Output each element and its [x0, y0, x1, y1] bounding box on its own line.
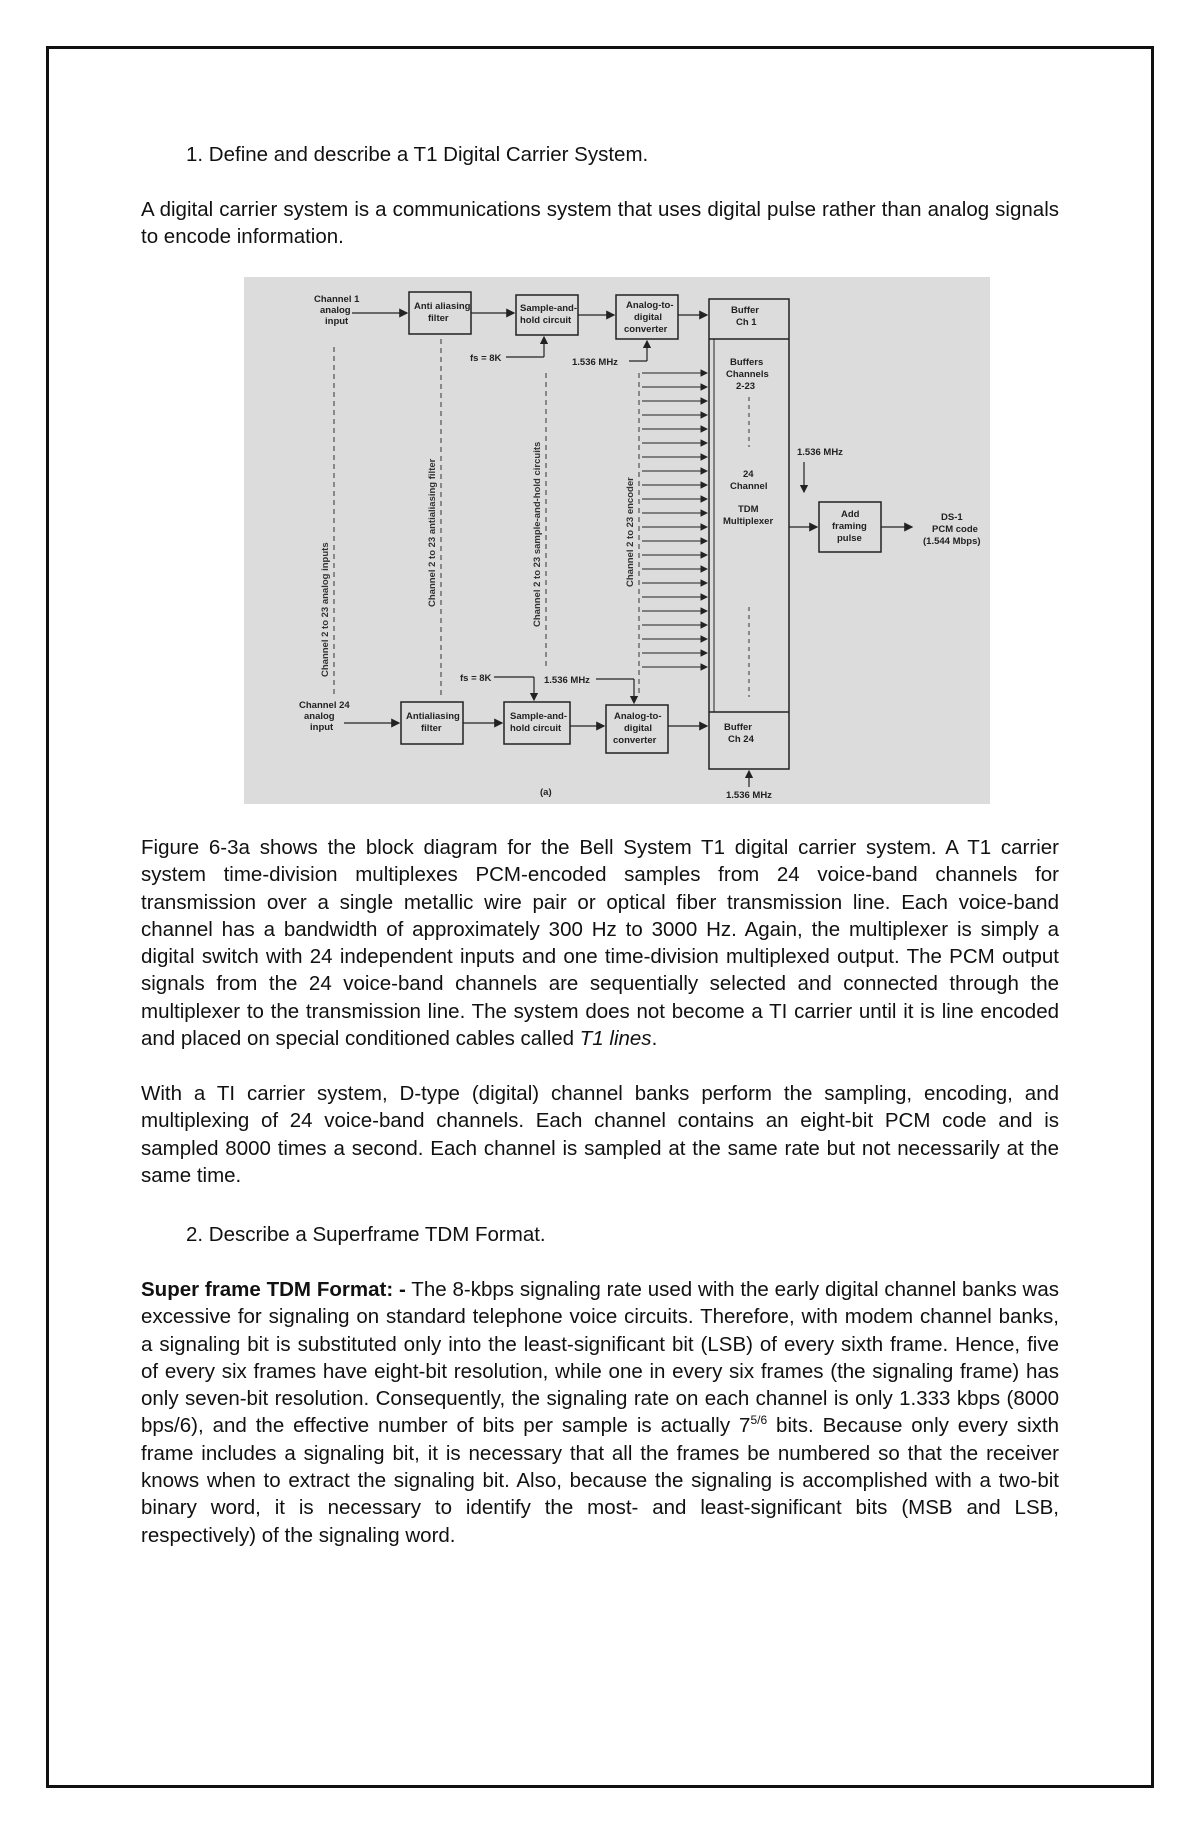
label-buffer-ch1-1: Ch 1 [736, 317, 757, 328]
label-adc-top-2: converter [624, 324, 668, 335]
label-framing-1: framing [832, 521, 867, 532]
label-buffers-mid-0: Buffers [730, 357, 764, 368]
label-adc-top-0: Analog-to- [626, 300, 674, 311]
label-framing-2: pulse [837, 533, 862, 544]
label-output-0: DS-1 [941, 512, 963, 523]
label-antialias-bot-0: Antialiasing [406, 711, 460, 722]
label-sh-top-1: hold circuit [520, 315, 572, 326]
label-tdm-1: Channel [730, 481, 768, 492]
body-paragraph-1 [141, 834, 1059, 1052]
label-buffers-mid-2: 2-23 [736, 381, 756, 392]
label-clk-buf24: 1.536 MHz [726, 790, 772, 801]
section1-intro: A digital carrier system is a communications system that uses digital pulse rather than analog signals to encode information. [141, 198, 1059, 249]
label-clk-top: 1.536 MHz [572, 357, 618, 368]
label-antialias-top-1: filter [428, 313, 449, 324]
label-framing-0: Add [841, 509, 860, 520]
label-ch1-input-1: analog [320, 305, 351, 316]
label-tdm-2: TDM [738, 504, 759, 515]
body-paragraph-1-text: Figure 6-3a shows the block diagram for the Bell System T1 digital carrier system. A T1 carrier system time-division multiplexes PCM-encoded samples from 24 voice-band channels for transmission over a single metallic wire pair or optical fiber transmission line. Each voice-band channel has a bandwidth of approximately 300 Hz to 3000 Hz. Again, the multiplexer is simply a digital switch with 24 independent inputs and one time-division multiplexed output. The PCM output signals from the 24 voice-band channels are sequentially selected and connected through the multiplexer to the transmission line. The system does not become a TI carrier until it is line encoded and placed on special conditioned cables called [141, 836, 1059, 1051]
label-adc-bot-1: digital [624, 723, 652, 734]
body-paragraph-1-end: . [651, 1027, 658, 1051]
label-ch1-input-2: input [325, 316, 349, 327]
t1-block-diagram [244, 277, 990, 804]
label-sh-bot-0: Sample-and- [510, 711, 568, 722]
label-buffers-mid-1: Channels [726, 369, 769, 380]
label-ch24-input-1: analog [304, 711, 335, 722]
vlabel-encoder: Channel 2 to 23 encoder [625, 477, 636, 587]
body-paragraph-2: With a TI carrier system, D-type (digital) channel banks perform the sampling, encoding, and multiplexing of 24 voice-band channels. Each channel contains an eight-bit PCM code and is sampled 8000 times a second. Each channel is sampled at the same rate but not necessarily at the same time. [141, 1082, 1059, 1187]
label-sh-bot-1: hold circuit [510, 723, 562, 734]
vlabel-filter: Channel 2 to 23 antialiasing filter [427, 458, 438, 607]
label-adc-top-1: digital [634, 312, 662, 323]
label-adc-bot-0: Analog-to- [614, 711, 662, 722]
label-fs-top: fs = 8K [470, 353, 502, 364]
label-ch24-input-2: input [310, 722, 334, 733]
vlabel-inputs: Channel 2 to 23 analog inputs [320, 542, 331, 677]
label-clk-bot: 1.536 MHz [544, 675, 590, 686]
t1-lines-term: T1 lines [579, 1027, 652, 1051]
label-buffer-ch24-0: Buffer [724, 722, 752, 733]
label-antialias-bot-1: filter [421, 723, 442, 734]
label-tdm-0: 24 [743, 469, 754, 480]
superframe-text-a: The 8-kbps signaling rate used with the early digital channel banks was excessive for signaling on standard telephone voice circuits. Therefore, with modem channel banks, a signaling bit is substituted only into the least-significant bit (LSB) of every sixth frame. Hence, five of every six frames have eight-bit resolution, while one in every six frames (the signaling frame) has only seven-bit resolution. Consequently, the signaling rate on each channel is only 1.333 kbps (8000 bps/6), and the effective number of bits per sample is actually 7 [141, 1278, 1059, 1438]
section1-heading: 1. Define and describe a T1 Digital Carrier System. [186, 143, 649, 166]
label-tdm-3: Multiplexer [723, 516, 774, 527]
fraction-superscript: 5/6 [750, 1413, 768, 1428]
label-output-2: (1.544 Mbps) [923, 536, 981, 547]
label-output-1: PCM code [932, 524, 978, 535]
superframe-paragraph [141, 1276, 1059, 1549]
label-fs-bot: fs = 8K [460, 673, 492, 684]
figure-caption: (a) [540, 787, 552, 798]
label-buffer-ch24-1: Ch 24 [728, 734, 754, 745]
section2-heading: 2. Describe a Superframe TDM Format. [186, 1223, 546, 1246]
label-sh-top-0: Sample-and- [520, 303, 578, 314]
label-buffer-ch1-0: Buffer [731, 305, 759, 316]
superframe-text-b: bits. Because only every sixth frame includes a signaling bit, it is necessary that all the frames be numbered so that the receiver knows when to extract the signaling bit. Also, because the signaling is accomplished with a two-bit binary word, it is necessary to identify the most- and least-significant bits (MSB and LSB, respectively) of the signaling word. [141, 1414, 1059, 1547]
label-adc-bot-2: converter [613, 735, 657, 746]
label-ch24-input-0: Channel 24 [299, 700, 350, 711]
channel-input-arrows [642, 373, 707, 667]
label-ch1-input-0: Channel 1 [314, 294, 360, 305]
superframe-lead: Super frame TDM Format: - [141, 1278, 406, 1301]
label-antialias-top-0: Anti aliasing [414, 301, 471, 312]
vlabel-sh: Channel 2 to 23 sample-and-hold circuits [532, 441, 543, 627]
label-clk-mux: 1.536 MHz [797, 447, 843, 458]
